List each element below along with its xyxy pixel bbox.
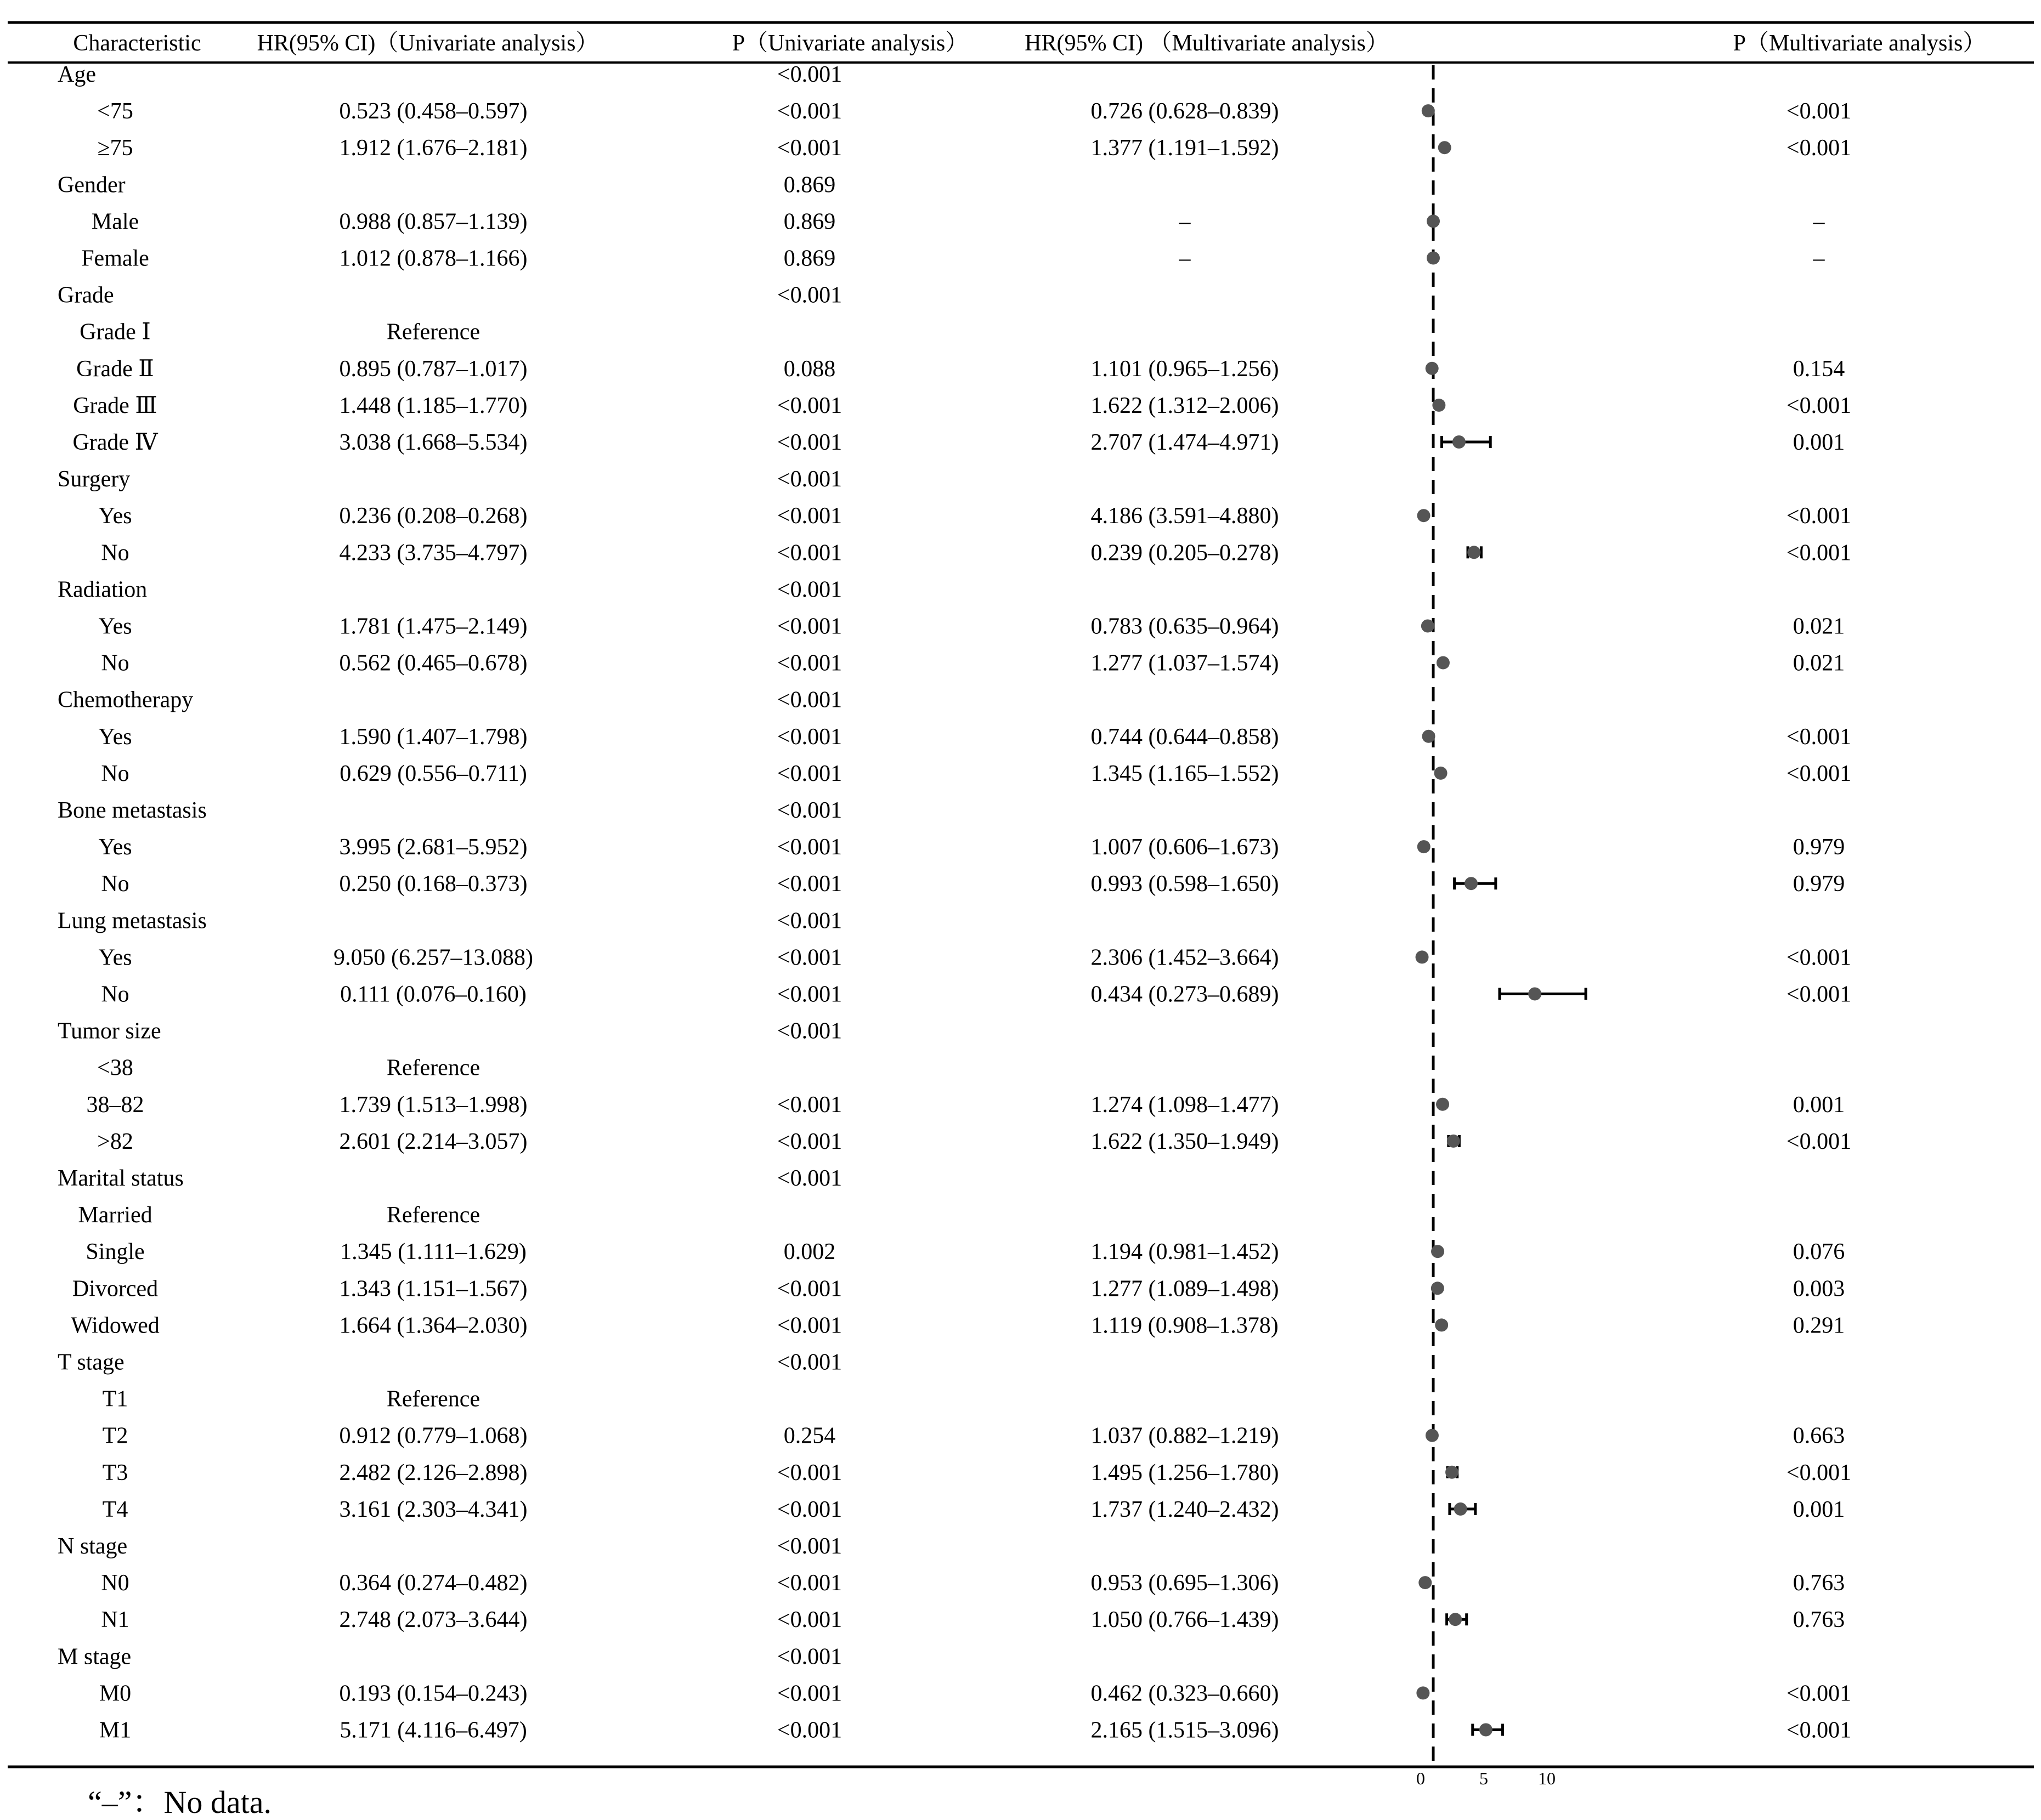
category-row (58, 577, 842, 602)
table-row (80, 320, 480, 345)
hr-univariate-cell: 0.629 (0.556–0.711) (340, 761, 527, 786)
hr-multivariate-cell: 1.495 (1.256–1.780) (1090, 1460, 1279, 1486)
hr-multivariate-cell: 0.993 (0.598–1.650) (1090, 871, 1279, 897)
p-univariate-cell: <0.001 (777, 1607, 843, 1633)
hr-univariate-cell: Reference (386, 319, 480, 345)
hr-point (1416, 950, 1429, 963)
category-row (58, 1534, 842, 1559)
table-row (103, 1460, 1851, 1486)
table-row (86, 1239, 1845, 1265)
table-row (103, 1387, 480, 1412)
row-label: M0 (99, 1681, 132, 1706)
p-multivariate-cell: <0.001 (1786, 1681, 1852, 1706)
row-label: T4 (102, 1496, 128, 1522)
p-multivariate-cell: 0.979 (1793, 871, 1845, 897)
header-p-univariate: P（Univariate analysis） (732, 31, 969, 56)
p-univariate-cell: 0.869 (783, 209, 836, 235)
hr-multivariate-cell: 0.239 (0.205–0.278) (1090, 540, 1279, 566)
p-univariate-cell: <0.001 (777, 430, 843, 455)
row-label: Male (91, 209, 139, 235)
table-row (103, 1497, 1845, 1522)
x-tick-label: 0 (1416, 1768, 1425, 1788)
hr-multivariate-cell: 2.306 (1.452–3.664) (1090, 945, 1279, 971)
category-row (58, 908, 842, 933)
p-univariate-cell: 0.002 (783, 1239, 836, 1265)
category-row (58, 798, 842, 823)
hr-univariate-cell: 1.448 (1.185–1.770) (339, 393, 528, 418)
table-row (99, 1681, 1851, 1706)
hr-point (1426, 1429, 1439, 1442)
category-label: T stage (58, 1350, 125, 1375)
p-multivariate-cell: 0.763 (1793, 1607, 1845, 1633)
hr-point (1431, 1245, 1444, 1258)
table-row (98, 503, 1851, 529)
row-label: Single (86, 1239, 145, 1265)
hr-univariate-cell: 2.482 (2.126–2.898) (339, 1460, 528, 1486)
table-row (99, 1718, 1851, 1743)
row-label: <38 (97, 1055, 133, 1081)
p-univariate-cell: <0.001 (777, 1496, 843, 1522)
table-row (101, 982, 1851, 1007)
row-label: ≥75 (97, 135, 133, 161)
hr-point (1418, 1576, 1432, 1589)
p-univariate-cell: <0.001 (777, 945, 843, 971)
table-rows (58, 62, 1851, 1743)
p-multivariate-cell: <0.001 (1786, 135, 1852, 161)
row-label: N0 (101, 1570, 129, 1596)
category-label: Surgery (58, 467, 131, 492)
category-row (58, 283, 842, 308)
hr-point (1449, 1613, 1462, 1626)
hr-univariate-cell: 3.161 (2.303–4.341) (339, 1496, 528, 1522)
p-univariate-cell: <0.001 (777, 1018, 843, 1044)
p-univariate-cell: <0.001 (777, 761, 843, 786)
hr-point (1435, 1318, 1448, 1331)
hr-point (1447, 1135, 1460, 1148)
category-row (58, 172, 835, 197)
category-row (58, 1166, 842, 1191)
p-univariate-cell: <0.001 (777, 687, 843, 713)
hr-multivariate-cell: 1.194 (0.981–1.452) (1090, 1239, 1279, 1265)
p-multivariate-cell: <0.001 (1786, 982, 1852, 1007)
p-multivariate-cell: 0.291 (1793, 1313, 1845, 1339)
hr-multivariate-cell: 1.007 (0.606–1.673) (1090, 835, 1279, 860)
row-label: Grade Ⅲ (73, 393, 157, 418)
table-row (87, 1092, 1845, 1118)
header-characteristic: Characteristic (73, 31, 201, 56)
row-label: T2 (102, 1423, 128, 1449)
hr-multivariate-cell: 0.953 (0.695–1.306) (1090, 1570, 1279, 1596)
p-multivariate-cell: – (1813, 209, 1825, 235)
p-multivariate-cell: 0.763 (1793, 1570, 1845, 1596)
row-label: M1 (99, 1717, 132, 1743)
hr-multivariate-cell: 1.345 (1.165–1.552) (1090, 761, 1279, 786)
category-label: Gender (58, 172, 126, 198)
table-row (101, 761, 1851, 786)
hr-multivariate-cell: 0.744 (0.644–0.858) (1090, 724, 1279, 750)
hr-multivariate-cell: 2.165 (1.515–3.096) (1090, 1717, 1279, 1743)
p-multivariate-cell: 0.001 (1793, 1496, 1845, 1522)
p-univariate-cell: <0.001 (777, 135, 843, 161)
p-univariate-cell: 0.088 (783, 356, 836, 382)
p-multivariate-cell: <0.001 (1786, 1129, 1852, 1154)
p-multivariate-cell: 0.021 (1793, 650, 1845, 676)
hr-univariate-cell: Reference (386, 1055, 480, 1081)
p-multivariate-cell: – (1813, 246, 1825, 271)
category-label: Lung metastasis (58, 908, 207, 934)
p-multivariate-cell: 0.003 (1793, 1276, 1845, 1302)
p-univariate-cell: <0.001 (777, 1644, 843, 1670)
x-tick-label: 10 (1538, 1768, 1556, 1788)
category-row (58, 1644, 842, 1669)
p-univariate-cell: <0.001 (777, 1276, 843, 1302)
hr-point (1479, 1723, 1492, 1737)
row-label: Grade Ⅳ (72, 430, 158, 455)
p-multivariate-cell: 0.001 (1793, 1092, 1845, 1118)
row-label: Yes (98, 614, 132, 639)
hr-point (1434, 767, 1448, 780)
table-row (98, 945, 1851, 970)
p-univariate-cell: <0.001 (777, 650, 843, 676)
row-label: Widowed (71, 1313, 160, 1339)
category-label: Chemotherapy (58, 687, 194, 713)
table-row (101, 540, 1851, 565)
hr-multivariate-cell: 2.707 (1.474–4.971) (1090, 430, 1279, 455)
x-tick-label: 5 (1479, 1768, 1488, 1788)
p-univariate-cell: <0.001 (777, 1681, 843, 1706)
p-univariate-cell: <0.001 (777, 908, 843, 934)
hr-univariate-cell: 0.523 (0.458–0.597) (339, 99, 528, 124)
table-row (72, 1276, 1845, 1301)
p-multivariate-cell: 0.663 (1793, 1423, 1845, 1449)
p-univariate-cell: <0.001 (777, 614, 843, 639)
table-row (97, 135, 1851, 161)
hr-point (1422, 730, 1435, 743)
hr-point (1437, 656, 1450, 670)
category-label: Tumor size (58, 1018, 161, 1044)
row-label: No (101, 871, 129, 897)
hr-point (1445, 1466, 1458, 1479)
hr-multivariate-cell: 1.377 (1.191–1.592) (1090, 135, 1279, 161)
row-label: <75 (97, 99, 133, 124)
hr-univariate-cell: 1.012 (0.878–1.166) (339, 246, 528, 271)
p-univariate-cell: <0.001 (777, 724, 843, 750)
p-univariate-cell: <0.001 (777, 503, 843, 529)
p-multivariate-cell: <0.001 (1786, 393, 1852, 418)
p-univariate-cell: <0.001 (777, 982, 843, 1007)
table-row (103, 1424, 1845, 1449)
row-label: No (101, 982, 129, 1007)
hr-point (1417, 840, 1431, 853)
forest-marks (1416, 104, 1586, 1736)
hr-point (1417, 509, 1431, 522)
row-label: >82 (97, 1129, 133, 1154)
table-row (101, 1570, 1845, 1596)
hr-univariate-cell: 1.781 (1.475–2.149) (339, 614, 528, 639)
p-univariate-cell: <0.001 (777, 1534, 843, 1559)
hr-multivariate-cell: 0.434 (0.273–0.689) (1090, 982, 1279, 1007)
footnote: “–”：No data. (88, 1784, 272, 1820)
hr-univariate-cell: 0.193 (0.154–0.243) (339, 1681, 528, 1706)
p-multivariate-cell: 0.001 (1793, 430, 1845, 455)
category-row (58, 62, 842, 87)
row-label: T3 (102, 1460, 128, 1486)
hr-point (1416, 1686, 1429, 1699)
hr-point (1426, 362, 1439, 375)
hr-univariate-cell: 9.050 (6.257–13.088) (333, 945, 533, 971)
row-label: Divorced (72, 1276, 159, 1302)
p-univariate-cell: <0.001 (777, 99, 843, 124)
table-row (98, 724, 1851, 750)
hr-univariate-cell: Reference (386, 1203, 480, 1228)
category-row (58, 1350, 842, 1375)
row-label: Female (81, 246, 149, 271)
hr-point (1427, 214, 1440, 228)
row-label: Grade Ⅰ (80, 319, 151, 345)
category-label: Age (58, 62, 96, 87)
row-label: No (101, 650, 129, 676)
p-univariate-cell: 0.869 (783, 246, 836, 271)
table-row (72, 430, 1845, 455)
hr-point (1422, 104, 1435, 117)
p-univariate-cell: 0.254 (783, 1423, 836, 1449)
category-label: Bone metastasis (58, 798, 207, 823)
table-header (73, 31, 1986, 56)
p-multivariate-cell: <0.001 (1786, 761, 1852, 786)
table-row (97, 1129, 1851, 1154)
hr-multivariate-cell: 1.119 (0.908–1.378) (1091, 1313, 1279, 1339)
hr-univariate-cell: 0.250 (0.168–0.373) (339, 871, 528, 897)
hr-point (1438, 141, 1451, 154)
p-univariate-cell: <0.001 (777, 62, 843, 87)
row-label: Yes (98, 835, 132, 860)
category-label: N stage (58, 1534, 128, 1559)
hr-univariate-cell: 2.748 (2.073–3.644) (339, 1607, 528, 1633)
p-multivariate-cell: <0.001 (1786, 724, 1852, 750)
hr-point (1528, 988, 1541, 1001)
p-multivariate-cell: <0.001 (1786, 503, 1852, 529)
p-univariate-cell: <0.001 (777, 871, 843, 897)
hr-point (1432, 399, 1445, 412)
table-row (98, 614, 1845, 639)
row-label: N1 (101, 1607, 129, 1633)
category-row (58, 1019, 842, 1044)
hr-univariate-cell: 1.664 (1.364–2.030) (339, 1313, 528, 1339)
category-label: Marital status (58, 1166, 184, 1191)
row-label: 38–82 (86, 1092, 144, 1118)
hr-point (1467, 546, 1480, 559)
table-row (98, 835, 1845, 860)
hr-multivariate-cell: 1.277 (1.089–1.498) (1090, 1276, 1279, 1302)
table-row (71, 1313, 1845, 1338)
p-multivariate-cell: <0.001 (1786, 945, 1852, 971)
hr-multivariate-cell: 1.622 (1.350–1.949) (1090, 1129, 1279, 1154)
hr-univariate-cell: 1.912 (1.676–2.181) (339, 135, 528, 161)
header-hr-multivariate: HR(95% CI) （Multivariate analysis） (1025, 31, 1389, 56)
table-row (81, 246, 1825, 271)
hr-univariate-cell: 1.345 (1.111–1.629) (340, 1239, 527, 1265)
table-row (101, 871, 1845, 897)
hr-univariate-cell: 1.343 (1.151–1.567) (339, 1276, 528, 1302)
hr-univariate-cell: 1.590 (1.407–1.798) (339, 724, 528, 750)
row-label: T1 (102, 1386, 128, 1412)
p-multivariate-cell: 0.076 (1793, 1239, 1845, 1265)
p-univariate-cell: <0.001 (777, 1313, 843, 1339)
hr-univariate-cell: 0.236 (0.208–0.268) (339, 503, 528, 529)
p-univariate-cell: <0.001 (777, 1570, 843, 1596)
category-row (58, 467, 842, 492)
table-row (101, 1607, 1845, 1632)
hr-point (1431, 1282, 1444, 1295)
hr-univariate-cell: 0.912 (0.779–1.068) (339, 1423, 528, 1449)
table-row (76, 356, 1845, 382)
p-multivariate-cell: <0.001 (1786, 99, 1852, 124)
hr-univariate-cell: Reference (386, 1386, 480, 1412)
hr-univariate-cell: 0.895 (0.787–1.017) (339, 356, 528, 382)
p-univariate-cell: <0.001 (777, 1166, 843, 1191)
row-label: Grade Ⅱ (76, 356, 154, 382)
row-label: Yes (98, 503, 132, 529)
table-row (97, 99, 1851, 124)
table-row (73, 393, 1851, 418)
p-univariate-cell: <0.001 (777, 798, 843, 823)
table-row (101, 651, 1845, 676)
x-axis (1416, 1768, 1556, 1788)
hr-univariate-cell: 2.601 (2.214–3.057) (339, 1129, 528, 1154)
category-label: M stage (58, 1644, 132, 1670)
hr-point (1465, 877, 1478, 890)
category-label: Radiation (58, 577, 148, 603)
hr-point (1427, 252, 1440, 265)
hr-univariate-cell: 4.233 (3.735–4.797) (339, 540, 528, 566)
p-multivariate-cell: <0.001 (1786, 540, 1852, 566)
hr-multivariate-cell: 0.726 (0.628–0.839) (1090, 99, 1279, 124)
p-univariate-cell: <0.001 (777, 835, 843, 860)
category-row (58, 688, 842, 713)
hr-univariate-cell: 5.171 (4.116–6.497) (340, 1717, 527, 1743)
p-univariate-cell: <0.001 (777, 1350, 843, 1375)
p-univariate-cell: <0.001 (777, 1129, 843, 1154)
table-row (78, 1203, 480, 1228)
hr-multivariate-cell: 1.050 (0.766–1.439) (1090, 1607, 1279, 1633)
p-univariate-cell: <0.001 (777, 1460, 843, 1486)
row-label: Yes (98, 945, 132, 971)
hr-univariate-cell: 1.739 (1.513–1.998) (339, 1092, 528, 1118)
category-label: Grade (58, 282, 114, 308)
p-univariate-cell: <0.001 (777, 467, 843, 492)
hr-multivariate-cell: 0.783 (0.635–0.964) (1090, 614, 1279, 639)
row-label: No (101, 540, 129, 566)
header-hr-univariate: HR(95% CI)（Univariate analysis） (257, 31, 599, 56)
hr-multivariate-cell: 1.037 (0.882–1.219) (1090, 1423, 1279, 1449)
p-univariate-cell: <0.001 (777, 577, 843, 603)
p-univariate-cell: <0.001 (777, 282, 843, 308)
row-label: Yes (98, 724, 132, 750)
hr-multivariate-cell: 0.462 (0.323–0.660) (1090, 1681, 1279, 1706)
hr-multivariate-cell: – (1179, 209, 1191, 235)
hr-multivariate-cell: 1.622 (1.312–2.006) (1090, 393, 1279, 418)
hr-univariate-cell: 0.988 (0.857–1.139) (339, 209, 528, 235)
hr-univariate-cell: 0.111 (0.076–0.160) (340, 982, 527, 1007)
hr-point (1421, 620, 1434, 633)
p-multivariate-cell: <0.001 (1786, 1717, 1852, 1743)
p-univariate-cell: <0.001 (777, 1717, 843, 1743)
hr-point (1436, 1098, 1449, 1111)
row-label: No (101, 761, 129, 786)
hr-multivariate-cell: 1.737 (1.240–2.432) (1090, 1496, 1279, 1522)
p-univariate-cell: <0.001 (777, 393, 843, 418)
header-p-multivariate: P（Multivariate analysis） (1733, 31, 1986, 56)
p-univariate-cell: <0.001 (777, 1092, 843, 1118)
table-row (97, 1056, 480, 1081)
hr-point (1454, 1503, 1467, 1516)
hr-multivariate-cell: 1.274 (1.098–1.477) (1090, 1092, 1279, 1118)
p-multivariate-cell: 0.154 (1793, 356, 1845, 382)
hr-univariate-cell: 3.038 (1.668–5.534) (339, 430, 528, 455)
hr-univariate-cell: 3.995 (2.681–5.952) (339, 835, 528, 860)
hr-multivariate-cell: 1.101 (0.965–1.256) (1090, 356, 1279, 382)
p-multivariate-cell: <0.001 (1786, 1460, 1852, 1486)
hr-multivariate-cell: 4.186 (3.591–4.880) (1090, 503, 1279, 529)
p-univariate-cell: <0.001 (777, 540, 843, 566)
hr-point (1452, 435, 1466, 449)
p-univariate-cell: 0.869 (783, 172, 836, 198)
hr-multivariate-cell: – (1179, 246, 1191, 271)
hr-multivariate-cell: 1.277 (1.037–1.574) (1090, 650, 1279, 676)
hr-univariate-cell: 0.562 (0.465–0.678) (339, 650, 528, 676)
p-multivariate-cell: 0.979 (1793, 835, 1845, 860)
p-multivariate-cell: 0.021 (1793, 614, 1845, 639)
table-row (92, 209, 1825, 234)
hr-univariate-cell: 0.364 (0.274–0.482) (339, 1570, 528, 1596)
row-label: Married (78, 1203, 152, 1228)
